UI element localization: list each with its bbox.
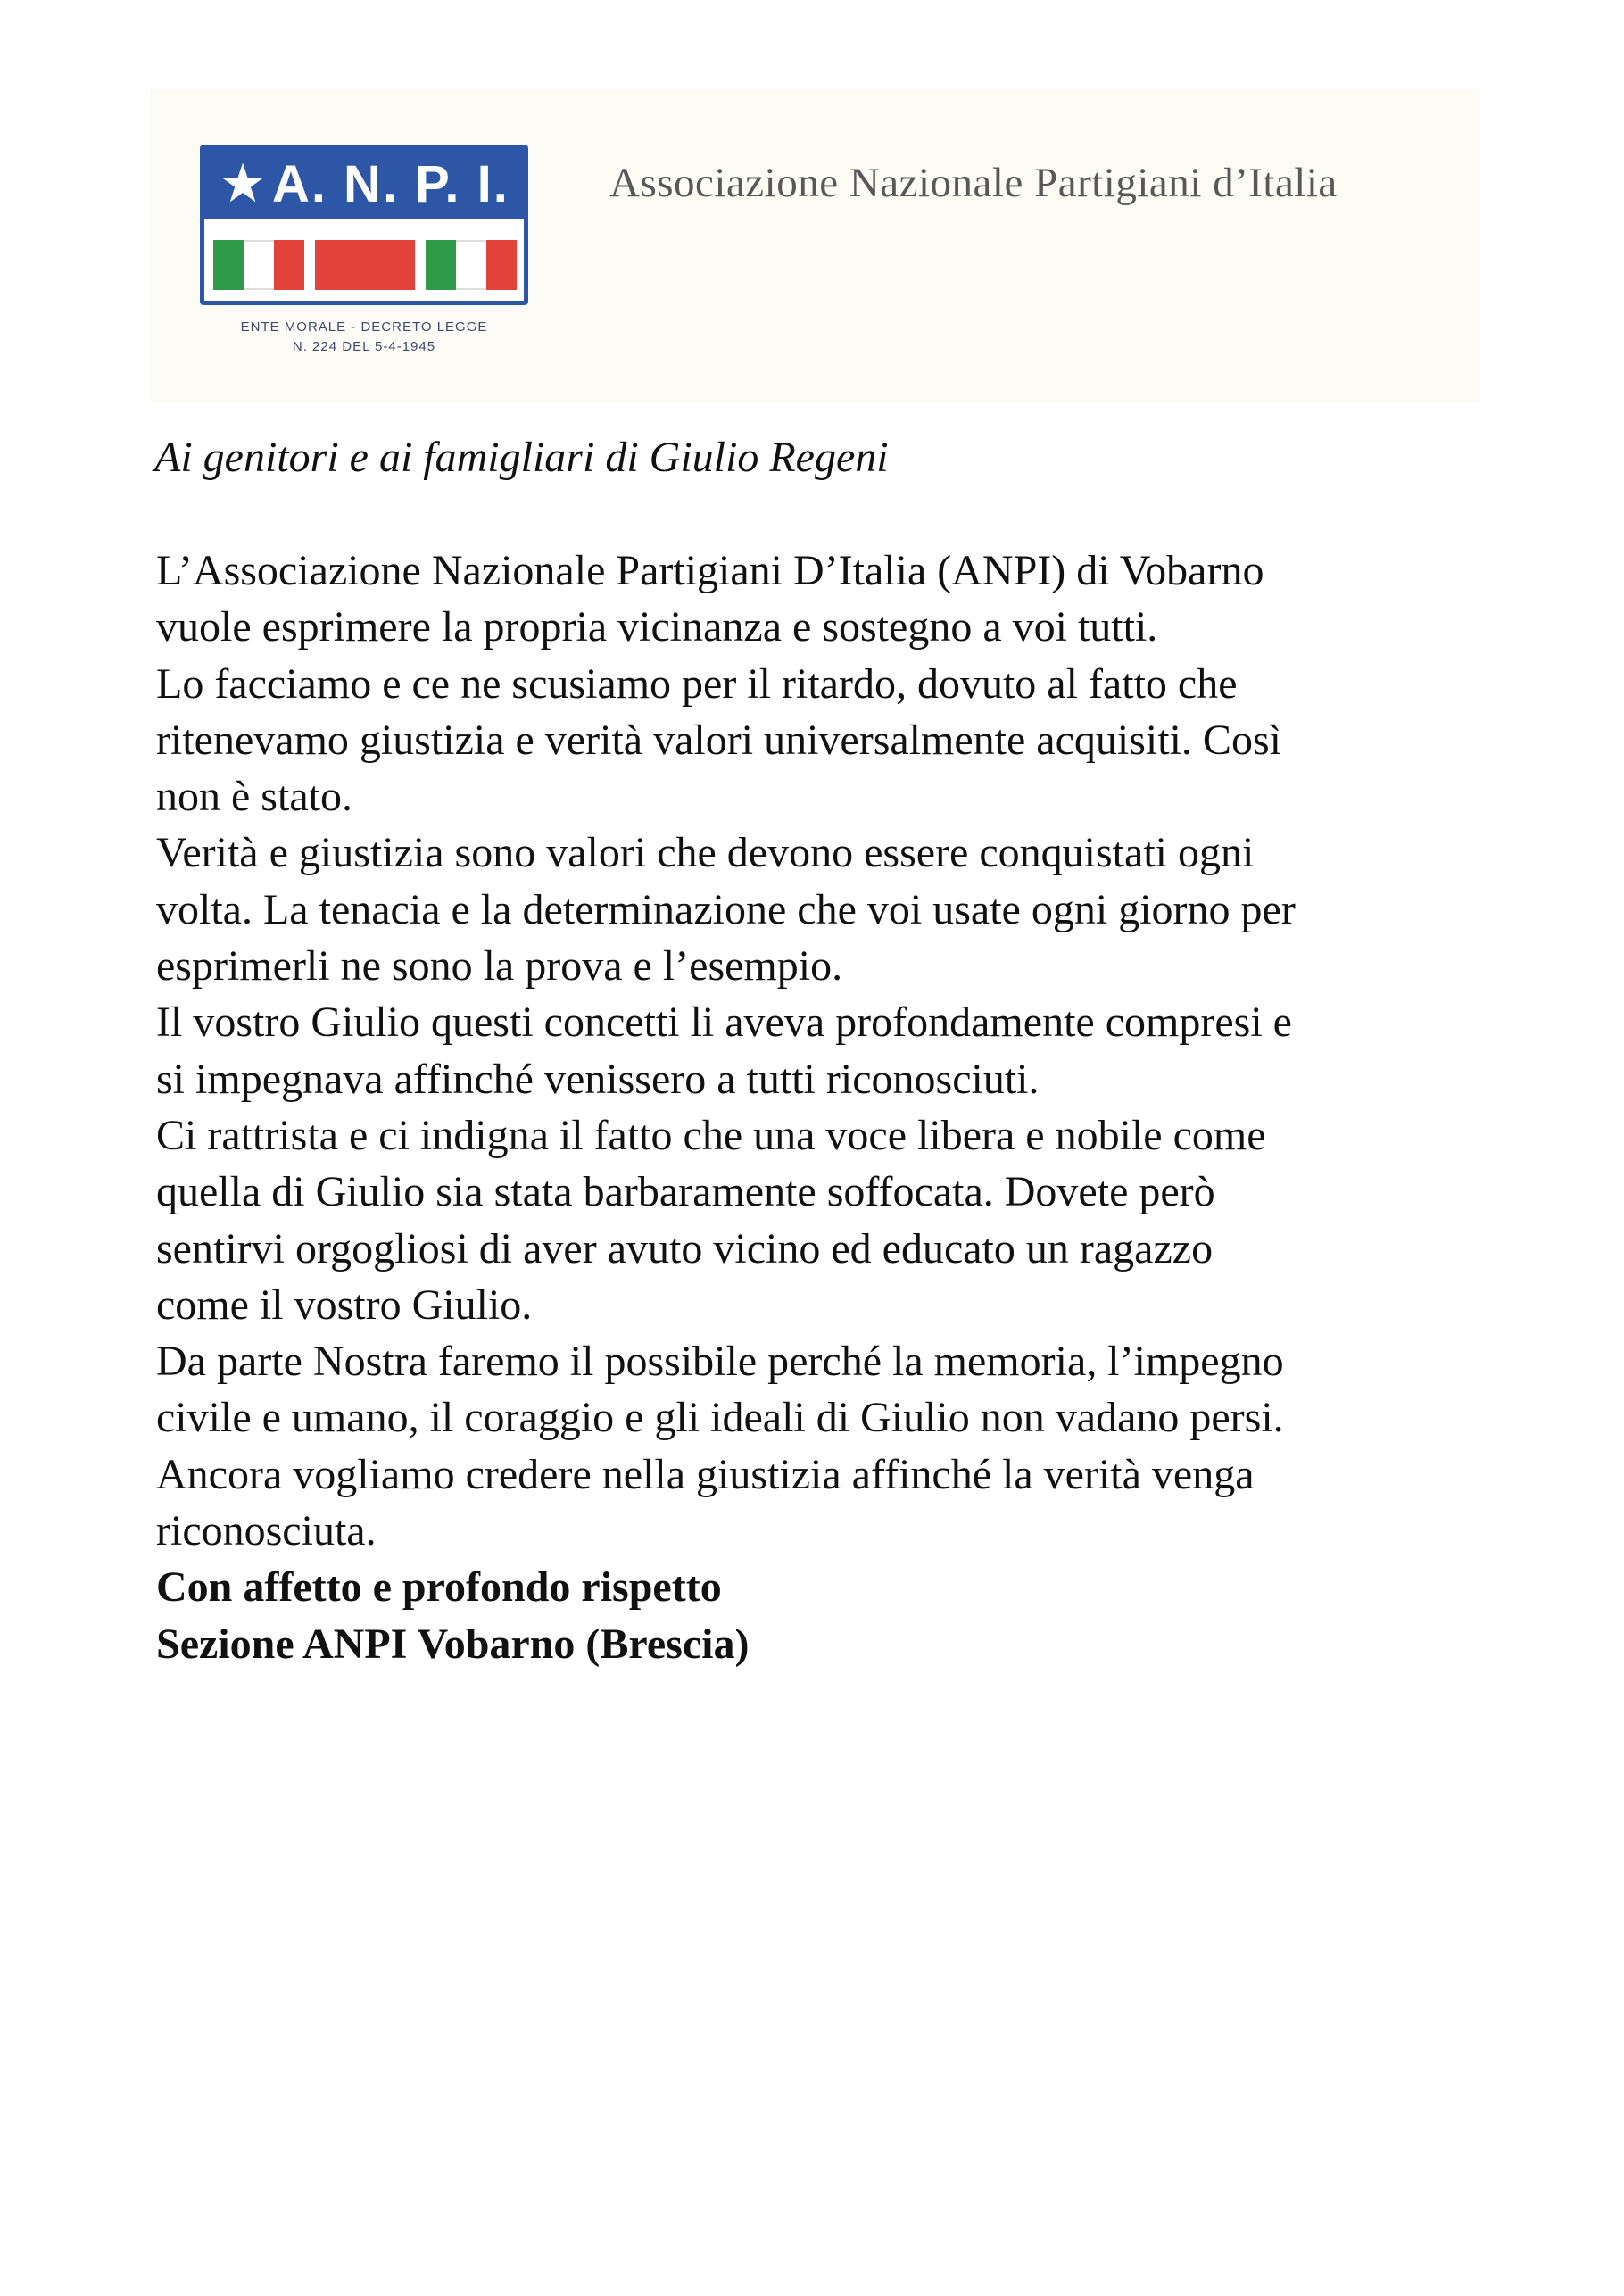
body-line: Lo facciamo e ce ne scusiamo per il ritardo, dovuto al fatto che [156, 659, 1238, 708]
logo-caption-line: ENTE MORALE - DECRETO LEGGE [240, 319, 488, 335]
italian-flag-icon [426, 240, 517, 290]
logo-emblem [200, 145, 528, 305]
association-name: Associazione Nazionale Partigiani d’Italia [609, 160, 1338, 206]
body-line: Verità e giustizia sono valori che devono essere conquistati ogni [156, 829, 1255, 877]
italian-flag-icon [213, 240, 304, 290]
body-line: vuole esprimere la propria vicinanza e sostegno a voi tutti. [156, 603, 1158, 651]
body-line: quella di Giulio sia stata barbaramente soffocata. Dovete però [156, 1168, 1215, 1216]
body-line: riconosciuta. [156, 1507, 377, 1555]
letterhead [150, 89, 1479, 402]
logo-text: A. N. P. I. [271, 155, 510, 213]
red-stripe [315, 240, 415, 290]
logo-caption [200, 318, 528, 357]
logo-title-band [204, 149, 524, 219]
body-line: Ancora vogliamo credere nella giustizia affinché la verità venga [156, 1450, 1255, 1498]
logo-caption-line: N. 224 DEL 5-4-1945 [292, 339, 436, 354]
star-icon: ★ [219, 153, 269, 213]
body-line: esprimerli ne sono la prova e l’esempio. [156, 942, 843, 991]
letter-closing: Con affetto e profondo rispetto [156, 1563, 722, 1612]
body-line: Da parte Nostra faremo il possibile perché la memoria, l’impegno [156, 1338, 1284, 1386]
body-line: si impegnava affinché venissero a tutti riconosciuti. [156, 1055, 1040, 1103]
body-line: non è stato. [156, 773, 352, 821]
body-line: L’Associazione Nazionale Partigiani D’Italia (ANPI) di Vobarno [156, 547, 1264, 594]
body-line: Il vostro Giulio questi concetti li aveva profondamente compresi e [156, 999, 1292, 1047]
anpi-logo [200, 145, 528, 390]
body-line: ritenevamo giustizia e verità valori universalmente acquisiti. Così [156, 716, 1281, 764]
logo-flag-stripes [204, 235, 524, 294]
body-line: volta. La tenacia e la determinazione che voi usate ogni giorno per [156, 885, 1296, 933]
body-line: civile e umano, il coraggio e gli ideali di Giulio non vadano persi. [156, 1394, 1284, 1442]
letter-signature: Sezione ANPI Vobarno (Brescia) [156, 1620, 750, 1668]
body-line: Ci rattrista e ci indigna il fatto che una voce libera e nobile come [156, 1111, 1266, 1159]
letter-greeting: Ai genitori e ai famigliari di Giulio Regeni [154, 434, 889, 481]
body-line: come il vostro Giulio. [156, 1281, 533, 1329]
letter-body [156, 543, 1495, 1672]
body-line: sentirvi orgogliosi di aver avuto vicino ed educato un ragazzo [156, 1224, 1214, 1272]
